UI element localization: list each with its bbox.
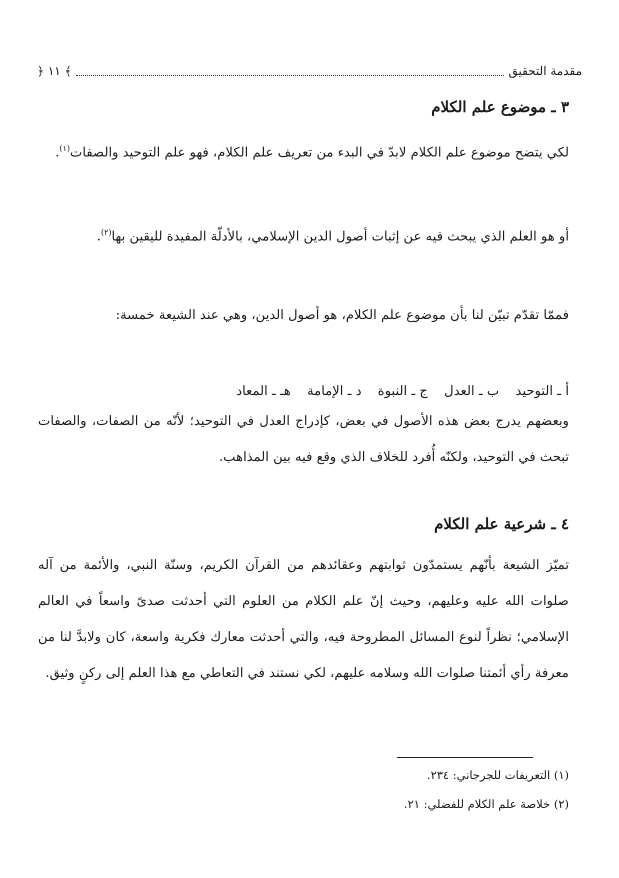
list-item: ج ـ النبوة <box>377 384 428 399</box>
header-title: مقدمة التحقيق <box>508 64 582 78</box>
footnote-ref-1: (١) <box>59 144 70 153</box>
paragraph-text: أو هو العلم الذي يبحث فيه عن إثبات أصول الدين الإسلامي، بالأدلّة المفيدة لليقين بها <box>111 229 569 245</box>
list-item: د ـ الإمامة <box>307 384 362 399</box>
paragraph-text: لكي يتضح موضوع علم الكلام لابدّ في البدء من تعريف علم الكلام، فهو علم التوحيد والصفات <box>69 145 569 161</box>
running-header <box>37 60 582 82</box>
footnote-1: (١) التعريفات للجرجاني: ٢٣٤. <box>426 768 569 782</box>
footnote-separator <box>397 757 533 758</box>
list-item: هـ ـ المعاد <box>236 384 291 399</box>
list-item: أ ـ التوحيد <box>515 384 569 399</box>
page-number: ﴾ ١١ ﴿ <box>37 64 72 78</box>
usul-list <box>38 384 569 399</box>
section-4-paragraph-1: تميّز الشيعة بأنّهم يستمدّون ثوابتهم وعقائدهم من القرآن الكريم، وسنّة النبي، والأئمة من آله صلوات الله عليه وعليهم، وحيث إنّ علم الكلام من العلوم التي أحدثت صدىً واسعاً في العالم الإسلامي؛ نظراً لنوع المسائل المطروحة فيه، والتي أحدثت معارك فكرية واسعة، كان ولابدَّ لنا من معرفة رأي أئمتنا صلوات الله وسلامه عليهم، لكي نستند في التعاطي مع هذا العلم إلى ركنٍ وثيق. <box>38 558 569 681</box>
section-3-paragraph-2: أو هو العلم الذي يبحث فيه عن إثبات أصول الدين الإسلامي، بالأدلّة المفيدة لليقين بها$^{(٢)}$. <box>96 228 569 245</box>
list-item: ب ـ العدل <box>444 384 500 399</box>
section-3-paragraph-1: لكي يتضح موضوع علم الكلام لابدّ في البدء من تعريف علم الكلام، فهو علم التوحيد والصفات$^{(١)}$. <box>55 144 569 161</box>
section-3-paragraph-4: وبعضهم يدرج بعض هذه الأصول في بعض، كإدراج العدل في التوحيد؛ لأنّه من الصفات، والصفات تبحث في التوحيد، ولكنّه أُفرد للخلاف الذي وقع فيه بين المذاهب. <box>38 414 569 465</box>
footnote-2: (٢) خلاصة علم الكلام للفضلي: ٢١. <box>403 797 569 811</box>
section-3-heading: ٣ ـ موضوع علم الكلام <box>431 98 569 116</box>
header-dotted-leader <box>76 67 505 76</box>
section-3-paragraph-3: فممّا تقدّم تبيّن لنا بأن موضوع علم الكلام، هو أصول الدين، وهي عند الشيعة خمسة: <box>115 308 569 323</box>
section-4-heading: ٤ ـ شرعية علم الكلام <box>434 515 569 533</box>
footnote-ref-2: (٢) <box>100 228 112 237</box>
